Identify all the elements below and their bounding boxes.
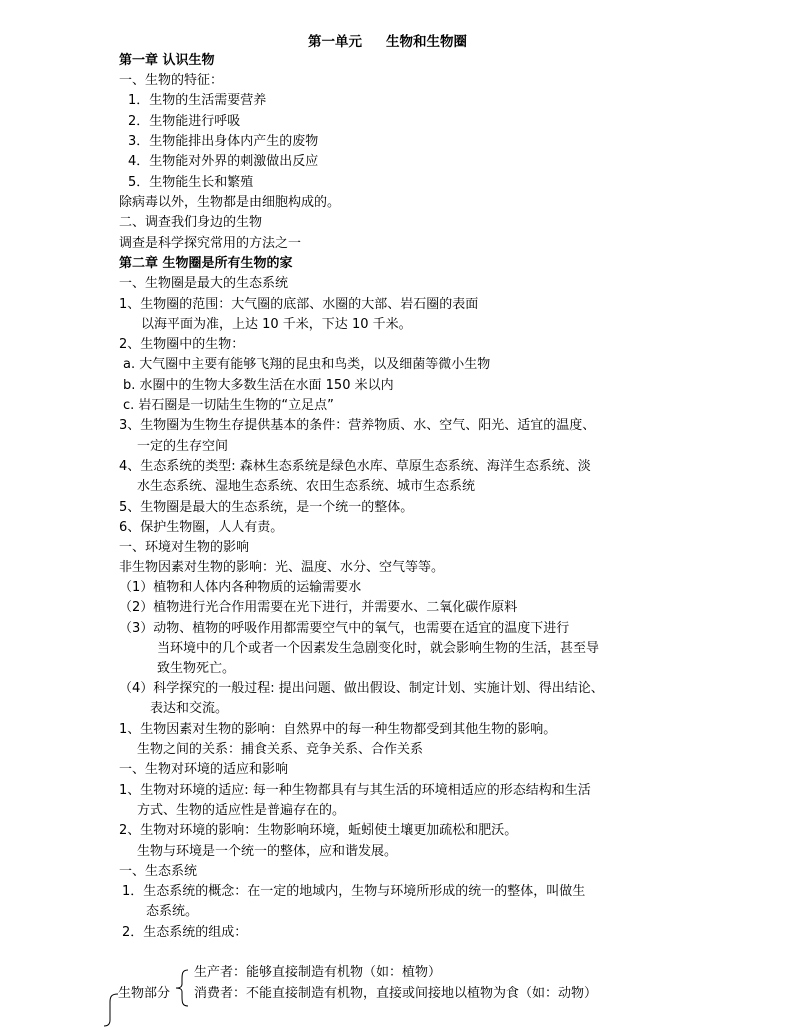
list-item: 5、生物圈是最大的生态系统，是一个统一的整体。	[119, 500, 414, 515]
list-item-continuation: 一定的生存空间	[137, 439, 229, 454]
composition-biotic-part: 生物部分	[118, 986, 171, 1001]
list-item: 3、生物圈为生物生存提供基本的条件：营养物质、水、空气、阳光、适宜的温度、	[119, 418, 596, 433]
section-heading: 一、生物对环境的适应和影响	[119, 762, 289, 777]
list-item: 1．生物的生活需要营养	[128, 93, 267, 108]
chapter-heading: 第一章 认识生物	[119, 53, 215, 68]
sub-list-item: c. 岩石圈是一切陆生生物的“立足点”	[123, 398, 334, 413]
paragraph: 非生物因素对生物的影响：光、温度、水分、空气等等。	[119, 560, 445, 575]
section-heading: 一、生物圈是最大的生态系统	[119, 276, 289, 291]
list-item: （4）科学探究的一般过程: 提出问题、做出假设、制定计划、实施计划、得出结论、	[119, 681, 604, 696]
composition-producer: 生产者：能够直接制造有机物（如：植物）	[194, 965, 442, 980]
outer-brace-icon	[100, 986, 120, 1028]
list-item: 4．生物能对外界的刺激做出反应	[128, 154, 319, 169]
list-item-continuation: 当环境中的几个或者一个因素发生急剧变化时，就会影响生物的生活，甚至导	[157, 641, 600, 656]
paragraph: 除病毒以外，生物都是由细胞构成的。	[119, 195, 341, 210]
sub-list-item: a. 大气圈中主要有能够飞翔的昆虫和鸟类，以及细菌等微小生物	[123, 357, 491, 372]
list-item: （1）植物和人体内各种物质的运输需要水	[119, 580, 362, 595]
list-item: 1．生态系统的概念：在一定的地域内，生物与环境所形成的统一的整体，叫做生	[122, 884, 586, 899]
list-item-continuation: 水生态系统、湿地生态系统、农田生态系统、城市生态系统	[137, 479, 476, 494]
list-item: （3）动物、植物的呼吸作用都需要空气中的氧气，也需要在适宜的温度下进行	[119, 621, 570, 636]
composition-consumer: 消费者：不能直接制造有机物，直接或间接地以植物为食（如：动物）	[194, 986, 598, 1001]
section-heading: 二、调查我们身边的生物	[119, 215, 263, 230]
list-item-continuation: 态系统。	[146, 904, 199, 919]
chapter-heading: 第二章 生物圈是所有生物的家	[119, 256, 293, 271]
list-item: 2．生态系统的组成：	[122, 925, 248, 940]
list-item: 1、生物因素对生物的影响：自然界中的每一种生物都受到其他生物的影响。	[119, 722, 557, 737]
list-item-continuation: 生物之间的关系：捕食关系、竞争关系、合作关系	[137, 742, 424, 757]
unit-title	[308, 32, 467, 52]
list-item: 2、生物对环境的影响：生物影响环境，蚯蚓使土壤更加疏松和肥沃。	[119, 823, 518, 838]
sub-list-item: b. 水圈中的生物大多数生活在水面 150 米以内	[123, 378, 394, 393]
list-item: 5．生物能生长和繁殖	[128, 175, 254, 190]
list-item-continuation: 方式、生物的适应性是普遍存在的。	[137, 803, 346, 818]
section-heading: 一、环境对生物的影响	[119, 540, 250, 555]
list-item-continuation: 以海平面为准，上达 10 千米，下达 10 千米。	[141, 317, 412, 332]
list-item: （2）植物进行光合作用需要在光下进行，并需要水、二氧化碳作原料	[119, 600, 518, 615]
list-item: 4、生态系统的类型: 森林生态系统是绿色水库、草原生态系统、海洋生态系统、淡	[119, 459, 591, 474]
list-item: 2．生物能进行呼吸	[128, 114, 241, 129]
section-heading: 一、生物的特征：	[119, 73, 224, 88]
list-item: 1、生物圈的范围：大气圈的底部、水圈的大部、岩石圈的表面	[119, 297, 479, 312]
unit-name: 生物和生物圈	[386, 34, 467, 50]
list-item: 3．生物能排出身体内产生的废物	[128, 134, 319, 149]
list-item: 6、保护生物圈，人人有责。	[119, 520, 284, 535]
list-item-continuation: 表达和交流。	[150, 701, 229, 716]
list-item-continuation: 致生物死亡。	[157, 661, 236, 676]
paragraph: 调查是科学探究常用的方法之一	[119, 236, 302, 251]
inner-brace-icon	[170, 968, 192, 1008]
list-item: 2、生物圈中的生物：	[119, 337, 245, 352]
list-item: 1、生物对环境的适应: 每一种生物都具有与其生活的环境相适应的形态结构和生活	[119, 783, 591, 798]
list-item-continuation: 生物与环境是一个统一的整体，应和谐发展。	[137, 844, 398, 859]
section-heading: 一、生态系统	[119, 864, 198, 879]
unit-label: 第一单元	[308, 34, 362, 50]
